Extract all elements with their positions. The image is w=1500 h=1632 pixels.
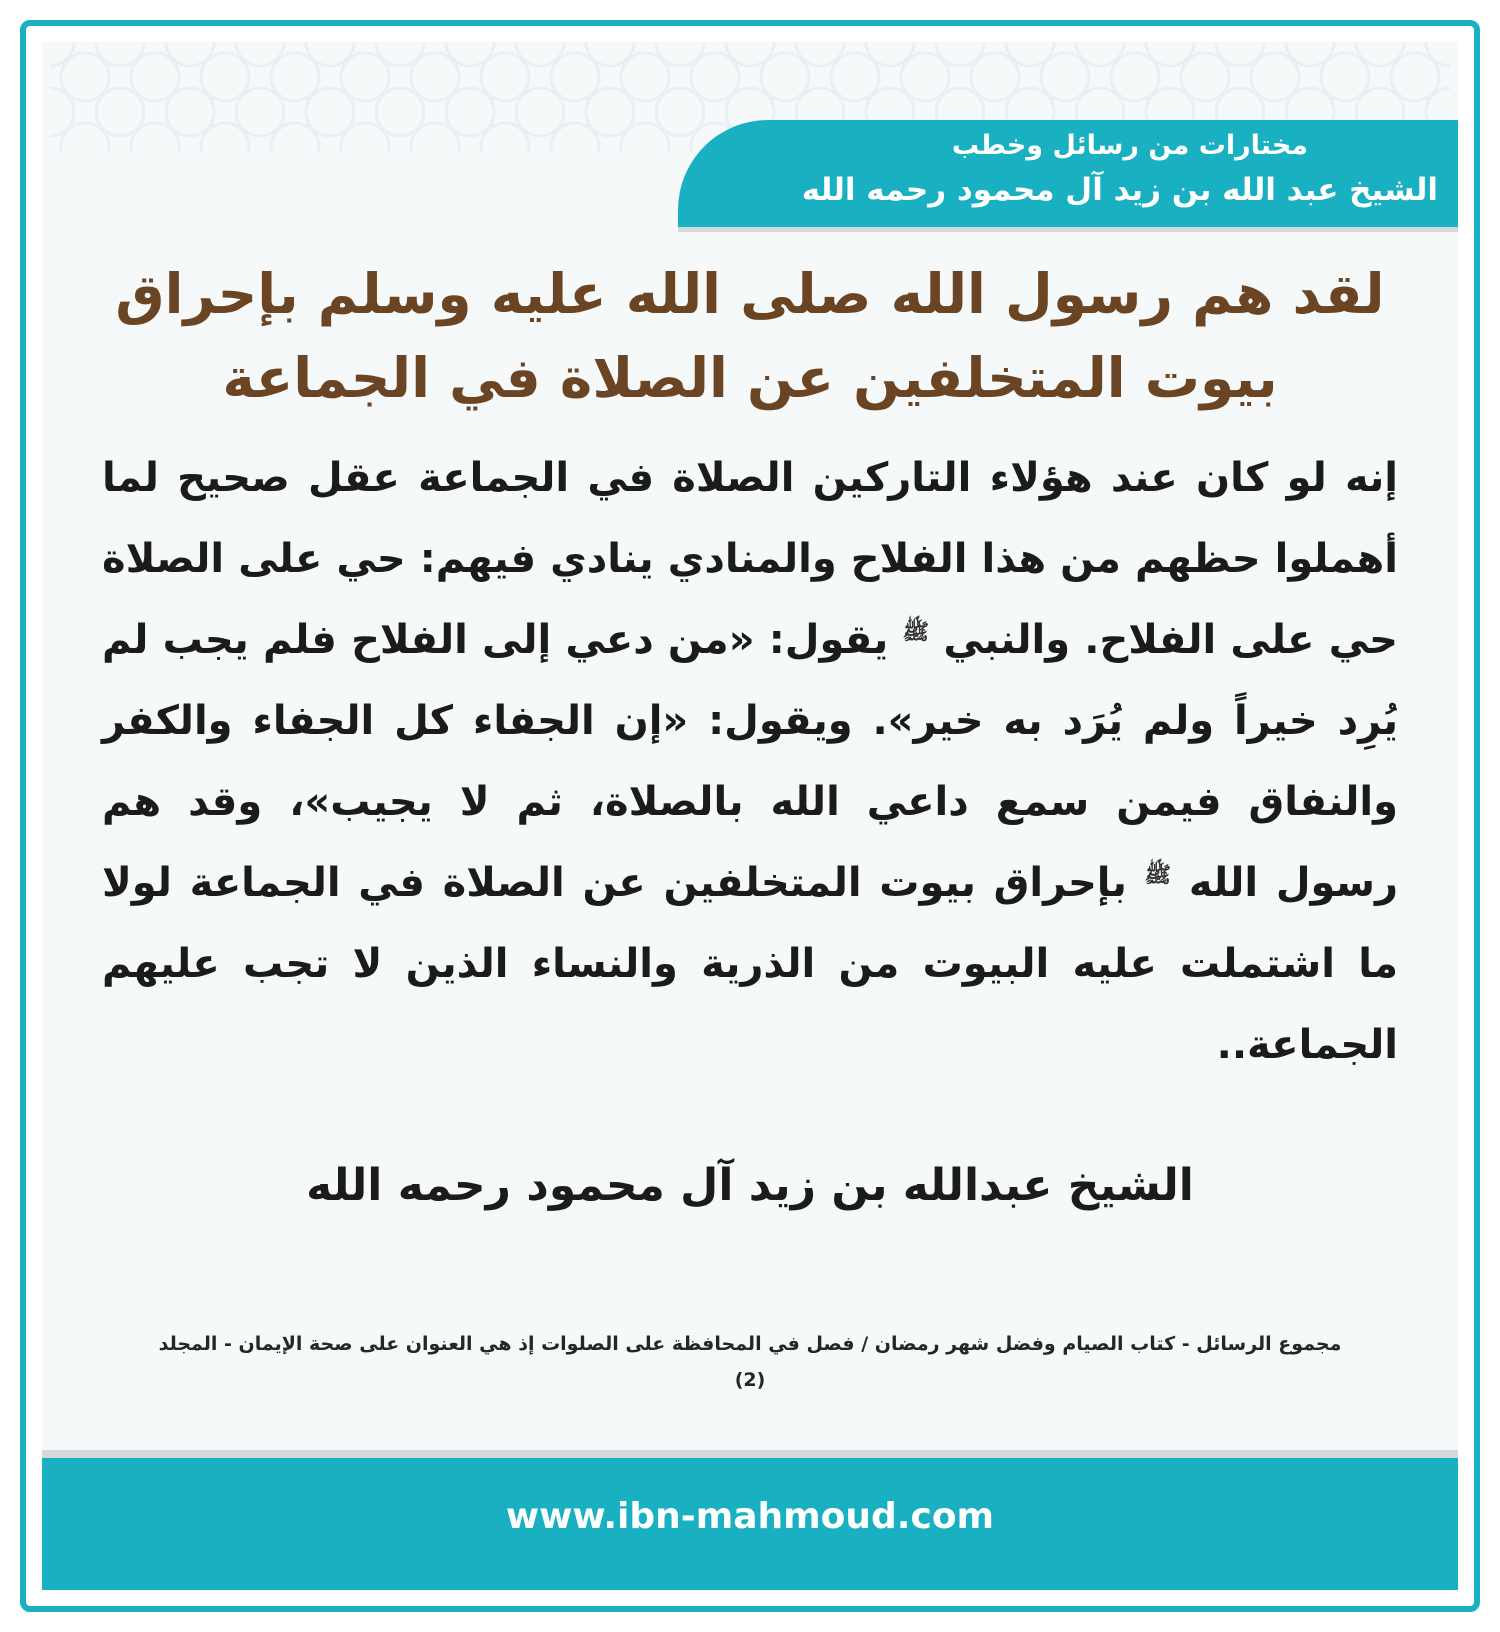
header-series-title: مختارات من رسائل وخطب <box>951 130 1308 161</box>
footer-banner <box>42 1450 1458 1590</box>
salawat-glyph: ﷺ <box>1144 862 1172 888</box>
reference-line-1: مجموع الرسائل - كتاب الصيام وفضل شهر رمضان / فصل في المحافظة على الصلوات إذ هي العنوان على صحة الإيمان - المجلد <box>158 1333 1342 1355</box>
card-content <box>42 42 1458 1590</box>
header-author-name: الشيخ عبد الله بن زيد آل محمود رحمه الله <box>801 172 1438 208</box>
website-link[interactable]: www.ibn-mahmoud.com <box>505 1496 995 1537</box>
source-reference <box>102 1326 1398 1398</box>
salawat-glyph: ﷺ <box>902 619 930 645</box>
author-signature: الشيخ عبدالله بن زيد آل محمود رحمه الله <box>306 1160 1194 1211</box>
title-line-2: بيوت المتخلفين عن الصلاة في الجماعة <box>222 346 1278 410</box>
reference-line-2: (2) <box>734 1369 766 1391</box>
title-line-1: لقد هم رسول الله صلى الله عليه وسلم بإحراق <box>115 262 1385 326</box>
card-frame <box>20 20 1480 1612</box>
body-text-part-1: إنه لو كان عند هؤلاء التاركين الصلاة في الجماعة عقل صحيح لما أهملوا حظهم من هذا الفلاح والمنادي ينادي فيهم: حي على الصلاة حي على الفلاح. والنبي <box>102 455 1399 663</box>
body-text-part-2: يقول: «من دعي إلى الفلاح فلم يجب لم يُرِد خيراً ولم يُرَد به خير». ويقول: «إن الجفاء كل الجفاء والكفر والنفاق فيمن سمع داعي الله بالصلاة، ثم لا يجيب»، وقد هم رسول الله <box>102 617 1398 906</box>
page-title <box>92 252 1408 420</box>
body-paragraph <box>102 438 1398 1086</box>
body-text-part-3: بإحراق بيوت المتخلفين عن الصلاة في الجماعة لولا ما اشتملت عليه البيوت من الذرية والنساء الذين لا تجب عليهم الجماعة.. <box>102 860 1398 1068</box>
header-banner <box>678 120 1458 232</box>
